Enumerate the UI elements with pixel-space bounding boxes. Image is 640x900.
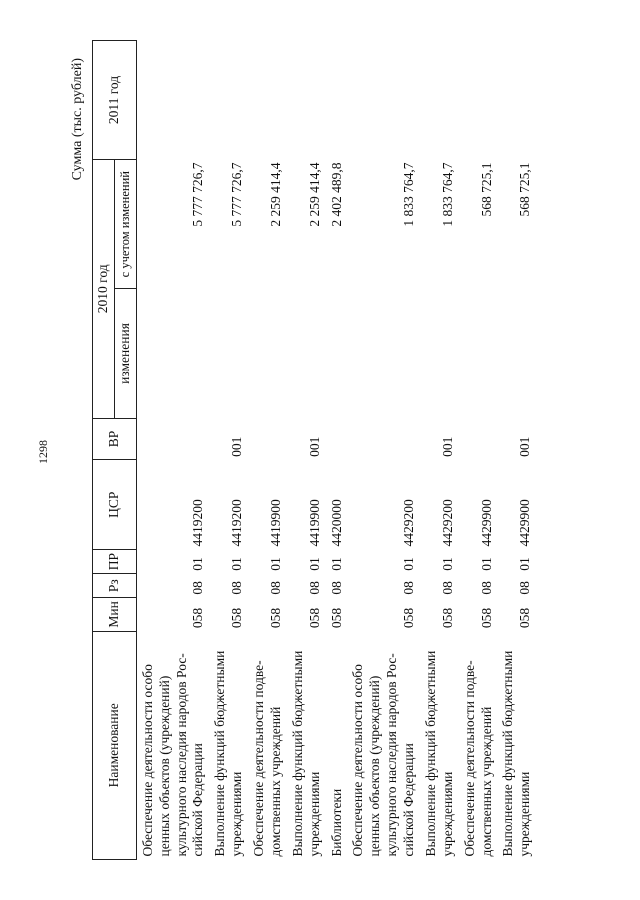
- row-min: 058: [478, 607, 494, 629]
- table-header: [93, 41, 137, 860]
- row-changes: [209, 289, 248, 418]
- row-changes: [459, 289, 498, 418]
- row-vr: [459, 418, 498, 460]
- row-min: 058: [229, 607, 245, 629]
- row-name: Обеспечение деятельности особо ценных объектов (учреждений) культурного наследия народов Рос-сийской Федерации: [139, 653, 206, 857]
- header-2010: 2010 год: [93, 160, 115, 419]
- row-vr: 001: [517, 436, 533, 457]
- row-min: 058: [267, 607, 283, 629]
- header-vr: ВР: [93, 418, 137, 460]
- row-2011: [459, 41, 498, 160]
- row-rz: 08: [306, 581, 322, 595]
- table-row: [326, 41, 348, 860]
- row-name: Выполнение функций бюджетными учреждениями: [212, 650, 245, 857]
- row-2011: [209, 41, 248, 160]
- row-changes: [287, 289, 326, 418]
- row-rz: 08: [267, 581, 283, 595]
- table-body: [136, 41, 536, 860]
- row-with-changes: 5 777 726,7: [229, 162, 245, 227]
- table-row: [497, 41, 536, 860]
- row-pr: 01: [517, 557, 533, 571]
- row-with-changes: 2 402 489,8: [328, 162, 344, 227]
- row-csr: 4429900: [478, 499, 494, 547]
- row-with-changes: 568 725,1: [517, 162, 533, 217]
- header-name: Наименование: [93, 631, 137, 859]
- page-number: 1298: [36, 440, 50, 464]
- row-name: Выполнение функций бюджетными учреждениями: [422, 650, 455, 857]
- header-csr: ЦСР: [93, 460, 137, 550]
- row-with-changes: 1 833 764,7: [401, 162, 416, 227]
- row-with-changes: 2 259 414,4: [267, 162, 283, 227]
- row-pr: 01: [190, 557, 206, 571]
- table-row: [420, 41, 459, 860]
- row-pr: 01: [328, 557, 344, 571]
- table-row: [248, 41, 287, 860]
- row-csr: 4419200: [190, 499, 206, 547]
- row-name: Выполнение функций бюджетными учреждениями: [289, 650, 322, 857]
- row-2011: [248, 41, 287, 160]
- row-pr: 01: [229, 557, 245, 571]
- row-rz: 08: [328, 581, 344, 595]
- row-csr: 4429200: [439, 499, 455, 547]
- row-vr: [248, 418, 287, 460]
- row-changes: [420, 289, 459, 418]
- row-2011: [326, 41, 348, 160]
- row-name: Библиотеки: [328, 788, 344, 857]
- row-changes: [326, 289, 348, 418]
- row-2011: [420, 41, 459, 160]
- row-pr: 01: [306, 557, 322, 571]
- row-vr: [347, 418, 420, 460]
- row-min: 058: [328, 607, 344, 629]
- row-rz: 08: [229, 581, 245, 595]
- row-pr: 01: [267, 557, 283, 571]
- row-vr: [136, 418, 209, 460]
- row-changes: [497, 289, 536, 418]
- row-vr: 001: [439, 436, 455, 457]
- row-vr: 001: [306, 436, 322, 457]
- header-min: Мин: [93, 598, 137, 631]
- row-vr: 001: [229, 436, 245, 457]
- row-rz: 08: [517, 581, 533, 595]
- table-row: [347, 41, 420, 860]
- row-name: Выполнение функций бюджетными учреждениями: [500, 650, 533, 857]
- row-pr: 01: [439, 557, 455, 571]
- row-vr: [326, 418, 348, 460]
- budget-table: [92, 40, 536, 860]
- row-changes: [347, 289, 420, 418]
- row-with-changes: 568 725,1: [478, 162, 494, 217]
- row-2011: [287, 41, 326, 160]
- table-row: [209, 41, 248, 860]
- row-name: Обеспечение деятельности особо ценных объектов (учреждений) культурного наследия народов Рос-сийской Федерации: [350, 653, 416, 857]
- header-2011: 2011 год: [93, 41, 137, 160]
- row-min: 058: [439, 607, 455, 629]
- row-min: 058: [517, 607, 533, 629]
- table-row: [287, 41, 326, 860]
- table-row: [136, 41, 209, 860]
- row-2011: [497, 41, 536, 160]
- row-2011: [347, 41, 420, 160]
- row-csr: 4429900: [517, 499, 533, 547]
- row-with-changes: 1 833 764,7: [439, 162, 455, 227]
- row-rz: 08: [190, 581, 206, 595]
- row-min: 058: [306, 607, 322, 629]
- row-min: 058: [190, 607, 206, 629]
- row-2011: [136, 41, 209, 160]
- row-csr: 4419900: [267, 499, 283, 547]
- row-rz: 08: [401, 581, 416, 595]
- row-rz: 08: [439, 581, 455, 595]
- row-csr: 4419900: [306, 499, 322, 547]
- row-csr: 4429200: [401, 499, 416, 547]
- row-with-changes: 2 259 414,4: [306, 162, 322, 227]
- row-csr: 4419200: [229, 499, 245, 547]
- row-name: Обеспечение деятельности подве-домственных учреждений: [251, 660, 283, 857]
- units-caption: Сумма (тыс. рублей): [70, 58, 85, 181]
- header-rz: Рз: [93, 574, 137, 598]
- row-name: Обеспечение деятельности подве-домственных учреждений: [461, 660, 494, 857]
- row-rz: 08: [478, 581, 494, 595]
- row-pr: 01: [478, 557, 494, 571]
- row-changes: [136, 289, 209, 418]
- row-csr: 4420000: [328, 499, 344, 547]
- row-changes: [248, 289, 287, 418]
- row-pr: 01: [401, 557, 416, 571]
- header-changes: изменения: [114, 289, 136, 418]
- header-pr: ПР: [93, 549, 137, 573]
- row-with-changes: 5 777 726,7: [190, 162, 206, 227]
- row-min: 058: [401, 607, 416, 629]
- header-with-changes: с учетом изменений: [114, 160, 136, 289]
- table-row: [459, 41, 498, 860]
